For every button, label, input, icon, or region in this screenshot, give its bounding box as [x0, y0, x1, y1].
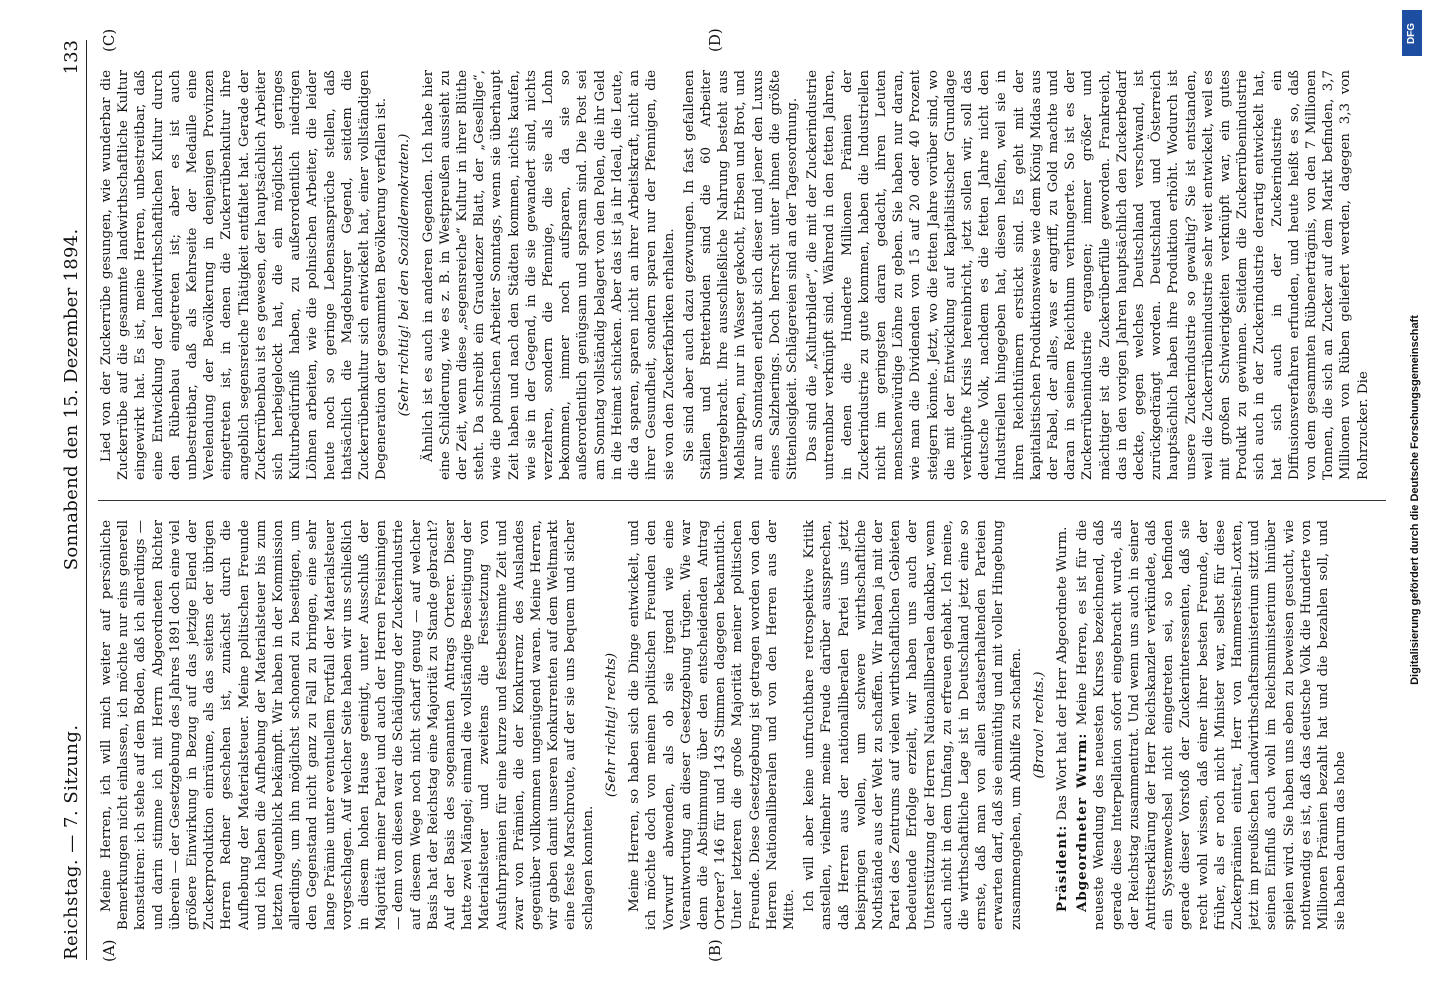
speaker-paragraph	[1074, 520, 1349, 930]
paragraph: Das sind die „Kulturbilder“, die mit der Zuckerindustrie untrennbar verknüpft sind. Während in den fetten Jahren, in denen die Hunderte Millionen Prämien der Zuckerindustrie zu gute kommen, haben die Industriellen nicht im geringsten daran gedacht, ihren Leuten menschenwürdige Löhne zu geben. Sie haben nur daran, wie man die Dividenden von 15 auf 20 oder 40 Prozent steigern könnte. Jetzt, wo die fetten Jahre vorüber sind, wo die mit der Entwicklung auf kapitalistischer Grundlage verknüpfte Krisis hereinbricht, jetzt sollen wir, soll das deutsche Volk, nachdem es die fetten Jahre nicht den Industriellen hingegeben hat, diesen helfen, weil sie in ihren Reichthümern erstickt sind. Es geht mit der kapitalistischen Produktionsweise wie dem König Midas aus der Fabel, der alles, was er angriff, zu Gold machte und daran in seinem Reichthum verhungerte. So ist es der Zuckerrübenindustrie ergangen; immer größer und mächtiger ist die Zuckerüberfülle geworden. Frankreich, das in den vorigen Jahren hauptsächlich den Zuckerbedarf deckte, gegen welches Deutschland verschwand, ist zurückgedrängt worden. Deutschland und Österreich hauptsächlich haben ihre Produktion erhöht. Wodurch ist unsere Zuckerindustrie so gewaltig? Sie ist entstanden, weil die Zuckerrübenindustrie sehr weit entwickelt, weil es mit großen Schwierigkeiten verknüpft war, ein gutes Produkt zu gewinnen. Seitdem die Zuckerrübenindustrie sich auch in der Zuckerindustrie derartig entwickelt hat, hat sich auch in der Zuckerindustrie ein Diffusionsverfahren erfunden, und heute heißt es so, daß von dem gesammten Rübenerträgnis, von den 7 Millionen Tonnen, die sich an Zucker auf dem Markt befinden, 3,7 Millionen von Rüben geliefert werden, dagegen 3,3 von Rohrzucker. Die	[805, 70, 1371, 480]
dfg-logo-text: DFG	[1406, 22, 1418, 44]
margin-marker-d: (D)	[706, 28, 724, 52]
applause-note: (Sehr richtig! rechts)	[603, 652, 619, 798]
speech-text: Meine Herren, es ist für die neueste Wendung des neuesten Kurses bezeichnend, daß gerade diese Interpellation sofort eingebracht wurde, als der Reichstag zusammentrat. Und wenn uns auch in seiner Antrittserklärung der Herr Reichskanzler verkündete, daß ein Systemwechsel nicht eingetreten sei, so befinden gerade dieser Vorstoß der Zuckerinteressenten, daß sie recht wohl wissen, daß einer ihrer besten Freunde, der früher, als er noch nicht Minister war, selbst für diese Zuckerprämien eintrat, Herr von Hammerstein-Loxten, jetzt im preußischen Landwirthschaftsministerium sitzt und seinen Einfluß auch wohl im Reichsministerium hinüber spielen wird. Sie haben uns eben zu beweisen gesucht, wie nothwendig es ist, daß das deutsche Volk die Hunderte von Millionen Prämien bezahlt hat und die bezahlen soll, und sie haben darum das hohe	[1075, 520, 1349, 930]
applause-note: (Sehr richtig! bei den Sozialdemokraten.)	[397, 133, 413, 417]
column-divider	[98, 500, 1386, 501]
rotated-document-page	[16, 0, 1416, 1000]
paragraph: Ich will aber keine unfruchtbare retrospektive Kritik anstellen, vielmehr meine Freude darüber aussprechen, daß Herren aus der nationalliberalen Partei uns jetzt beispringen wollen, um schwere wirthschaftliche Nothstände aus der Welt zu schaffen. Wir haben ja mit der Partei des Zentrums auf vielen wirthschaftlichen Gebieten bedeutende Erfolge erzielt, wir haben uns auch der Unterstützung der Herren Nationalliberalen dankbar, wenn auch nicht in dem Umfang, zu erfreuen gehabt. Ich meine, die wirthschaftliche Lage ist in Deutschland jetzt eine so ernste, daß man von allen staatserhaltenden Parteien erwarten darf, daß sie einmüthig und mit voller Hingebung zusammengehen, um Abhilfe zu schaffen.	[802, 520, 1024, 930]
paragraph: Meine Herren, ich will mich weiter auf persönliche Bemerkungen nicht einlassen, ich möchte nur eins generell konstatiren: ich stehe auf dem Boden, daß ich allerdings — und darin stimme ich mit Herrn Abgeordneten Richter überein — der Gesetzgebung des Jahres 1891 doch eine viel größere Einwirkung in Bezug auf das jetzige Elend der Zuckerproduktion einräume, als das seitens der übrigen Herren Redner geschehen ist, zunächst durch die Aufhebung der Materialsteuer. Meine politischen Freunde und ich haben die Aufhebung der Materialsteuer bis zum letzten Augenblick bekämpft. Wir haben in der Kommission allerdings, um ihn möglichst schonend zu beseitigen, um den Gegenstand nicht ganz zu Fall zu bringen, eine sehr lange Prämie unter eventuellem Fortfall der Materialsteuer vorgeschlagen. Auf welcher Seite haben wir uns schließlich in diesem hohen Hause geeinigt, unter Ausschluß der Majorität meiner Partei und auch der Herren Freisinnigen — denn von diesen war die Schädigung der Zuckerindustrie auf diesem Wege noch nicht scharf genug — auf welcher Basis hat der Reichstag eine Majorität zu Stande gebracht? Auf der Basis des sogenannten Antrags Orterer. Dieser hatte zwei Mängel; einmal die vollständige Beseitigung der Materialsteuer und zweitens die Festsetzung von Ausfuhrprämien für eine kurze und festbestimmte Zeit und zwar von Prämien, die der Konkurrenz des Auslandes gegenüber vollkommen ungenügend waren. Meine Herren, wir gaben damit unseren Konkurrenten auf dem Weltmarkt eine feste Marschroute, auf der sie uns bequem und sicher schlagen konnten.	[99, 520, 596, 930]
paragraph: Lied von der Zuckerrübe gesungen, wie wunderbar die Zuckerrübe auf die gesammte landwirthschaftliche Kultur eingewirkt hat. Es ist, meine Herren, unbestreitbar, daß eine Entwicklung der landwirthschaftlichen Kultur durch den Rübenbau eingetreten ist; aber es ist auch unbestreitbar, daß als Kehrseite der Medaille eine Verelendung der Bevölkerung in denjenigen Provinzen eingetreten ist, in denen die Zuckerrübenkultur ihre angeblich segensreiche Thätigkeit entfaltet hat. Gerade der Zuckerrübenbau ist es gewesen, der hauptsächlich Arbeiter sich herbeigelockt hat, die ein möglichst geringes Kulturbedürfniß haben, zu außerordentlich niedrigen Löhnen arbeiten, wie die polnischen Arbeiter, die leider heute noch so geringe Lebensansprüche stellen, daß thatsächlich die Magdeburger Gegend, seitdem die Zuckerrübenkultur sich entwickelt hat, einer vollständigen Degeneration der gesammten Bevölkerung verfallen ist.	[99, 70, 390, 480]
running-head-left: Reichstag. — 7. Sitzung.	[60, 724, 82, 960]
left-column	[98, 520, 1386, 930]
margin-marker-c: (C)	[100, 28, 118, 52]
speaker-name: Abgeordneter Wurm:	[1074, 732, 1091, 912]
dfg-logo	[1402, 10, 1422, 56]
margin-marker-b: (B)	[706, 939, 724, 962]
digitization-credit	[1404, 0, 1426, 1000]
right-column	[98, 70, 1386, 480]
paragraph: Sie sind aber auch dazu gezwungen. In fast gefallenen Ställen und Bretterbuden sind die 60 Arbeiter untergebracht. Ihre ausschließliche Nahrung besteht aus Mehlsuppen, nur in Wasser gekocht, Erbsen und Brot, und nur an Sonntagen erlaubt sich dieser und jener den Luxus eines Salzherings. Doch herrscht unter ihnen die größte Sittenlosigkeit. Schlägereien sind an der Tagesordnung.	[681, 70, 800, 480]
applause-note: (Bravo! rechts.)	[1031, 671, 1047, 779]
running-head	[56, 40, 87, 960]
speaker-name: Präsident:	[1053, 824, 1070, 912]
digitization-credit-text: Digitalisierung gefördert durch die Deutsche Forschungsgemeinschaft	[1409, 315, 1421, 685]
margin-marker-a: (A)	[100, 939, 118, 962]
running-head-date: Sonnabend den 15. Dezember 1894.	[60, 228, 82, 571]
speech-text: Das Wort hat der Herr Abgeordnete Wurm.	[1054, 526, 1070, 821]
paragraph: Ähnlich ist es auch in anderen Gegenden. Ich habe hier eine Schilderung, wie es z. B. in Westpreußen aussieht zu der Zeit, wenn diese „segensreiche“ Kultur in ihrer Blüthe steht. Da schreibt ein Graudenzer Blatt, der „Gesellige“, wie die polnischen Arbeiter Sonntags, wenn sie überhaupt Zeit haben und nach den Städten kommen, nichts kaufen, wie sie in der Gegend, in die sie gewandert sind, nichts verzehren, sondern die Pfennige, die sie als Lohn bekommen, immer noch aufsparen, da sie so außerordentlich genügsam und sparsam sind. Die Post sei am Sonntag vollständig belagert von den Polen, die ihr Geld in die Heimat schicken. Aber das ist ja ihr Ideal, die Leute, die da sparen, sparen nicht an ihrer Arbeitskraft, nicht an ihrer Gesundheit, sondern sparen nur der Pfennigen, die sie von den Zuckerfabriken erhalten.	[420, 70, 677, 480]
speaker-paragraph	[1054, 520, 1071, 930]
paragraph: Meine Herren, so haben sich die Dinge entwickelt, und ich möchte doch von meinen politischen Freunden den Vorwurf abwenden, als ob sie irgend wie eine Verantwortung an dieser Gesetzgebung trügen. Wie war denn die Abstimmung über den entscheidenden Antrag Orterer? 146 für und 143 Stimmen dagegen bekanntlich. Unter letzteren die große Majorität meiner politischen Freunde. Diese Gesetzgebung ist getragen worden von den Herren Nationalliberalen und von den Herren aus der Mitte.	[627, 520, 797, 930]
page-number: 133	[60, 40, 82, 75]
